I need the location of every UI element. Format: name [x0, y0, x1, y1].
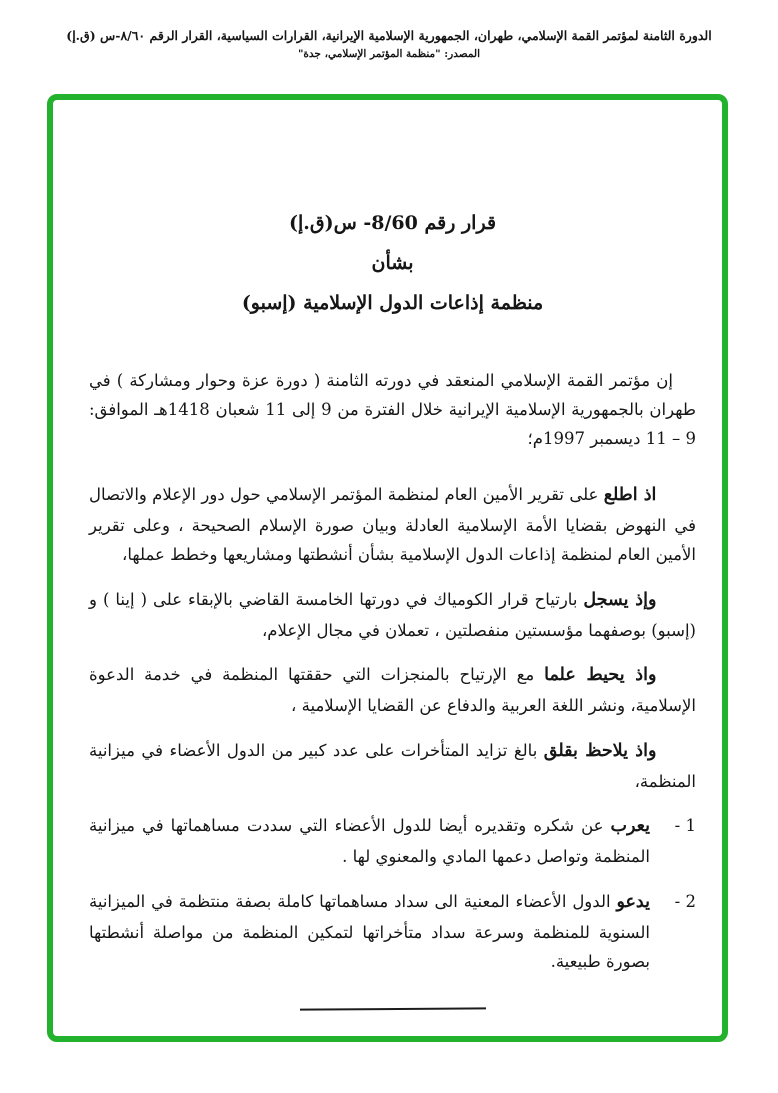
clause-text: بارتياح قرار الكومياك في دورتها الخامسة القاضي بالإبقاء على ( إينا ) و (إسبو) بوصفهما مؤسستين منفصلتين ، تعملان في مجال الإعلام، [89, 589, 696, 640]
catalog-source-value: "منظمة المؤتمر الإسلامي، جدة" [297, 48, 441, 60]
catalog-source-label: المصدر: [444, 48, 481, 60]
catalog-title: الدورة الثامنة لمؤتمر القمة الإسلامي، طهران، الجمهورية الإسلامية الإيرانية، القرارات السياسية، القرار الرقم ٨/٦٠-س (ق.إ) [66, 28, 712, 43]
item-marker: 2 - [674, 891, 696, 911]
clause-paragraph [89, 736, 696, 797]
catalog-source-line [0, 48, 778, 60]
item-marker: 1 - [674, 816, 696, 836]
clause-lead: وإذ يسجل [583, 589, 657, 610]
clause-text: بالغ تزايد المتأخرات على عدد كبير من الدول الأعضاء في ميزانية المنظمة، [89, 740, 696, 791]
resolution-regarding-line: بشأن [371, 251, 414, 274]
clause-paragraph [89, 480, 696, 570]
item-paragraph [89, 811, 650, 872]
operative-items [89, 811, 696, 976]
resolution-subject-line: منظمة إذاعات الدول الإسلامية (إسبو) [241, 291, 544, 314]
resolution-item [89, 887, 696, 977]
resolution-title [89, 204, 696, 324]
resolution-item [89, 811, 696, 872]
clause-text: مع الإرتياح بالمنجزات التي حققتها المنظمة في خدمة الدعوة الإسلامية، ونشر اللغة العربية والدفاع عن القضايا الإسلامية ، [89, 665, 696, 716]
divider-line [299, 1008, 485, 1011]
item-paragraph [89, 887, 650, 977]
clause-paragraph [89, 585, 696, 646]
clause-paragraph [89, 660, 696, 721]
resolution-number-line: قرار رقم 8/60- س(ق.إ) [288, 212, 497, 234]
clause-text: على تقرير الأمين العام لمنظمة المؤتمر الإسلامي حول دور الإعلام والاتصال في النهوض بقضايا الأمة الإسلامية العادلة وبيان صورة الإسلام الصحيحة ، وعلى تقرير الأمين العام لمنظمة إذاعات الدول الإسلامية بشأن أنشطتها ومشاريعها وخطط عملها، [89, 484, 696, 565]
catalog-header [0, 28, 778, 60]
clause-lead: واذ يحيط علما [544, 665, 657, 686]
item-lead: يعرب [610, 816, 650, 837]
clause-lead: اذ اطلع [603, 484, 657, 505]
clause-lead: واذ يلاحظ بقلق [543, 740, 657, 761]
item-lead: يدعو [616, 891, 650, 912]
preamble-paragraph: إن مؤتمر القمة الإسلامي المنعقد في دورته الثامنة ( دورة عزة وحوار ومشاركة ) في طهران بالجمهورية الإسلامية الإيرانية خلال الفترة من 9 إلى 11 شعبان 1418هـ الموافق: 9 – 11 ديسمبر 1997م؛ [89, 370, 696, 449]
document-scan-frame [47, 94, 728, 1042]
item-text: الدول الأعضاء المعنية الى سداد مساهماتها كاملة بصفة منتظمة في الميزانية السنوية للمنظمة وسرعة سداد متأخراتها لتمكين المنظمة من مواصلة أنشطتها بصورة طبيعية. [89, 891, 650, 972]
item-text: عن شكره وتقديره أيضا للدول الأعضاء التي سددت مساهماتها في ميزانية المنظمة وتواصل دعمها المادي والمعنوي لها . [89, 816, 650, 867]
